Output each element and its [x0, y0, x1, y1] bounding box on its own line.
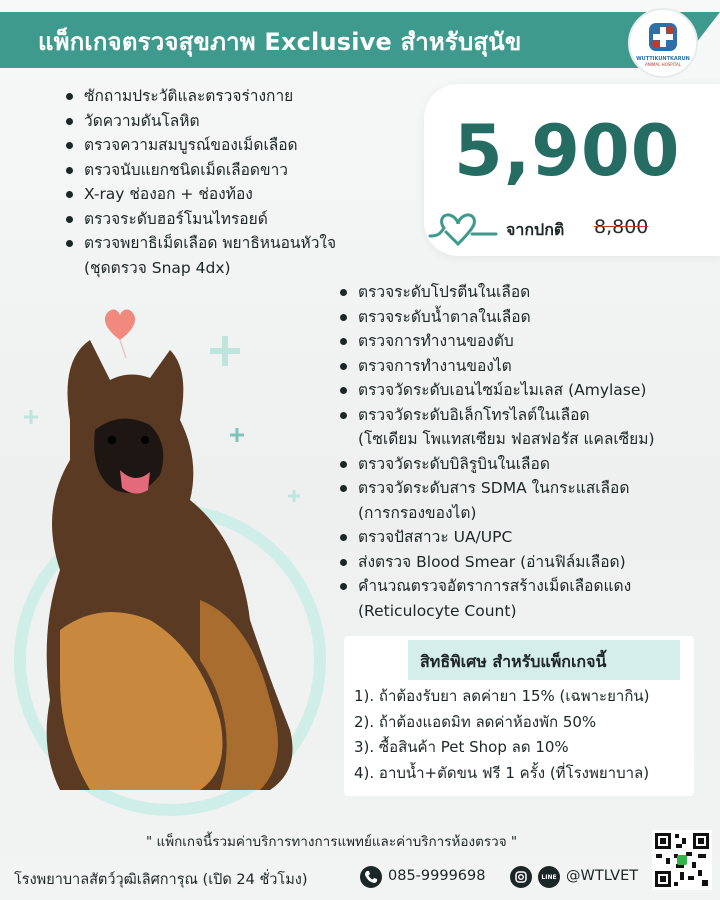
list-item-note: (โซเดียม โพแทสเซียม ฟอสฟอรัส แคลเซียม): [358, 430, 655, 448]
package-list-right: [338, 280, 698, 623]
footnote: " แพ็กเกจนี้รวมค่าบริการทางการแพทย์และค่าบริการห้องตรวจ ": [146, 834, 518, 850]
bullet-icon: [340, 534, 347, 541]
list-item: ตรวจระดับน้ำตาลในเลือด: [338, 305, 698, 330]
plus-icon: [24, 410, 38, 424]
qr-code-icon[interactable]: [652, 830, 712, 890]
perks-title: สิทธิพิเศษ สำหรับแพ็กเกจนี้: [420, 652, 607, 671]
list-item: ตรวจการทำงานของไต: [338, 354, 698, 379]
logo-text-primary: WUTTIKUNTKARUN: [636, 55, 690, 62]
bullet-icon: [340, 338, 347, 345]
phone-icon: [360, 866, 382, 888]
dog-photo: [0, 300, 340, 820]
list-item-note: (การกรองของไต): [358, 503, 477, 522]
list-item: ตรวจวัดระดับสาร SDMA ในกระแสเลือด (การกรองของไต): [338, 476, 698, 525]
bullet-icon: [340, 363, 347, 370]
list-item: ตรวจการทำงานของตับ: [338, 329, 698, 354]
plus-icon: [230, 428, 244, 442]
list-item-note: (ชุดตรวจ Snap 4dx): [84, 258, 231, 277]
bullet-icon: [66, 191, 73, 198]
bullet-icon: [66, 240, 73, 247]
list-item: ตรวจวัดระดับอิเล็กโทรไลต์ในเลือด (โซเดียม โพแทสเซียม ฟอสฟอรัส แคลเซียม): [338, 403, 698, 452]
list-item: ซักถามประวัติและตรวจร่างกาย: [64, 84, 404, 109]
list-item: ตรวจความสมบูรณ์ของเม็ดเลือด: [64, 133, 404, 158]
perks-list: [354, 684, 650, 786]
bullet-icon: [66, 93, 73, 100]
bullet-icon: [66, 142, 73, 149]
bullet-icon: [66, 118, 73, 125]
list-item: ตรวจนับแยกชนิดเม็ดเลือดขาว: [64, 158, 404, 183]
bullet-icon: [340, 461, 347, 468]
heart-icon: [100, 306, 140, 358]
bullet-icon: [340, 289, 347, 296]
line-icon[interactable]: LINE: [538, 866, 560, 888]
logo-text-secondary: ANIMAL HOSPITAL: [645, 61, 681, 67]
bullet-icon: [340, 314, 347, 321]
perk-item: 4). อาบน้ำ+ตัดขน ฟรี 1 ครั้ง (ที่โรงพยาบาล): [354, 763, 650, 782]
list-item: ส่งตรวจ Blood Smear (อ่านฟิล์มเลือด): [338, 550, 698, 575]
list-item: คำนวณตรวจอัตราการสร้างเม็ดเลือดแดง (Reticulocyte Count): [338, 574, 698, 623]
bullet-icon: [340, 559, 347, 566]
list-item: ตรวจวัดระดับเอนไซม์อะไมเลส (Amylase): [338, 378, 698, 403]
perk-item: 2). ถ้าต้องแอดมิท ลดค่าห้องพัก 50%: [354, 712, 597, 731]
regular-price-label: จากปกติ: [506, 220, 565, 239]
hospital-logo-icon: [646, 20, 680, 54]
perk-item: 1). ถ้าต้องรับยา ลดค่ายา 15% (เฉพาะยากิน): [354, 687, 650, 705]
bullet-icon: [66, 167, 73, 174]
list-item: ตรวจพยาธิเม็ดเลือด พยาธิหนอนหัวใจ (ชุดตรวจ Snap 4dx): [64, 231, 404, 280]
page-title: แพ็กเกจตรวจสุขภาพ Exclusive สำหรับสุนัข: [38, 28, 522, 56]
bullet-icon: [340, 583, 347, 590]
bullet-icon: [66, 216, 73, 223]
price-value: 5,900: [454, 110, 681, 192]
list-item: X-ray ช่องอก + ช่องท้อง: [64, 182, 404, 207]
regular-price-value: 8,800: [594, 216, 649, 238]
perk-item: 3). ซื้อสินค้า Pet Shop ลด 10%: [354, 738, 569, 756]
bullet-icon: [340, 485, 347, 492]
list-item: ตรวจระดับโปรตีนในเลือด: [338, 280, 698, 305]
list-item: วัดความดันโลหิต: [64, 109, 404, 134]
plus-icon: [208, 334, 242, 368]
phone-number[interactable]: 085-9999698: [388, 868, 486, 884]
bullet-icon: [340, 412, 347, 419]
instagram-icon[interactable]: [510, 866, 532, 888]
list-item: ตรวจปัสสาวะ UA/UPC: [338, 525, 698, 550]
social-handle[interactable]: @WTLVET: [566, 868, 639, 884]
list-item: ตรวจวัดระดับบิลิรูบินในเลือด: [338, 452, 698, 477]
heart-outline-icon: [428, 206, 498, 250]
hospital-name: โรงพยาบาลสัตว์วุฒิเลิศการุณ (เปิด 24 ชั่วโมง): [14, 872, 308, 888]
hospital-logo: [628, 8, 698, 78]
list-item: ตรวจระดับฮอร์โมนไทรอยด์: [64, 207, 404, 232]
bullet-icon: [340, 387, 347, 394]
list-item-note: (Reticulocyte Count): [358, 601, 517, 620]
package-list-left: [64, 84, 404, 280]
plus-icon: [288, 490, 300, 502]
